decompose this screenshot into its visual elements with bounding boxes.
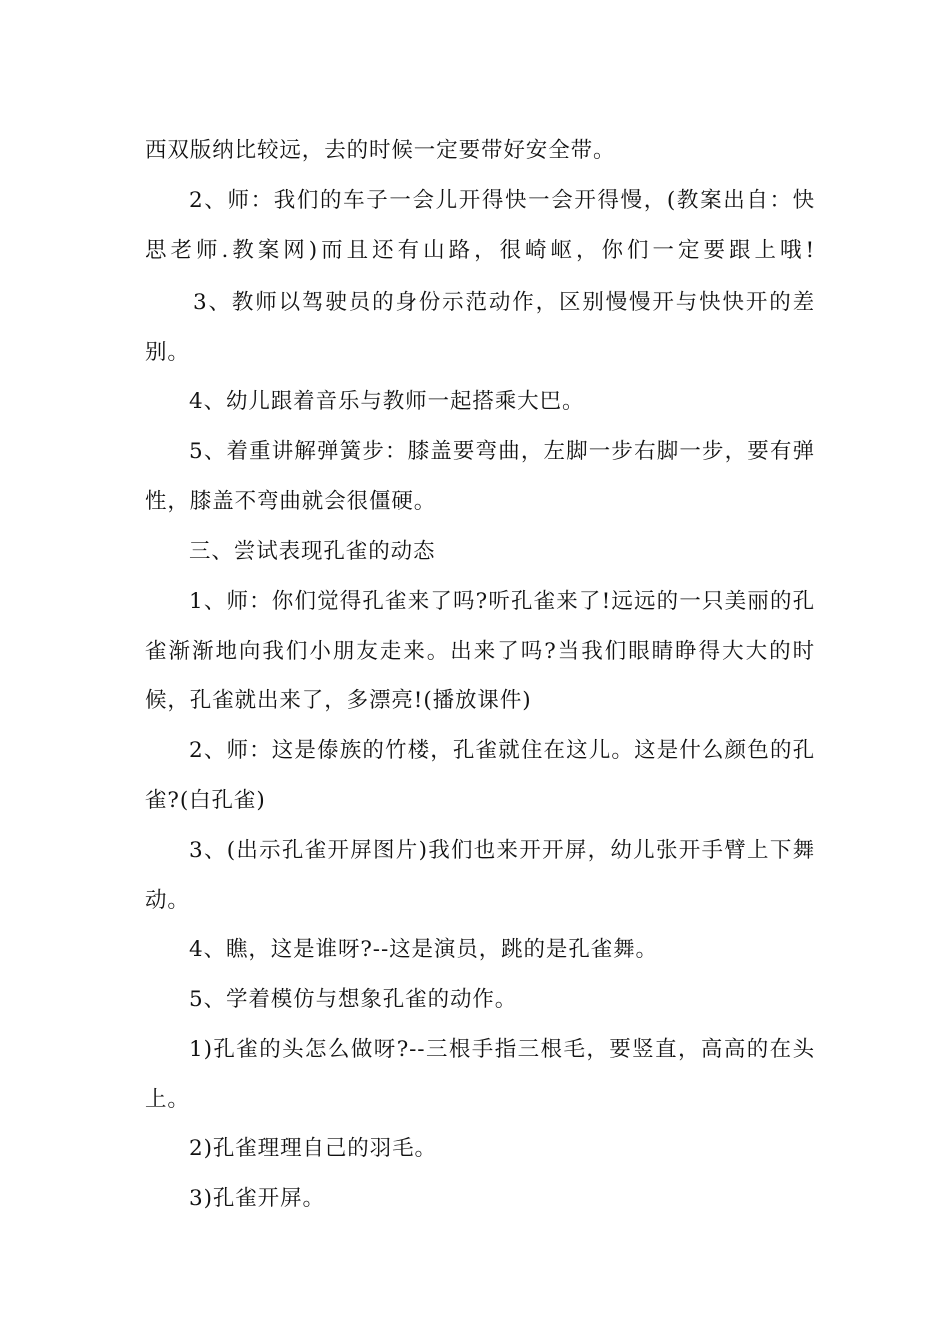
text-line: 2、师：我们的车子一会儿开得快一会开得慢，(教案出自：快 <box>189 188 815 213</box>
text-line: 雀渐渐地向我们小朋友走来。出来了吗?当我们眼睛睁得大大的时 <box>145 639 815 664</box>
text-line: 上。 <box>145 1087 190 1112</box>
text-line: 4、幼儿跟着音乐与教师一起搭乘大巴。 <box>189 389 585 414</box>
text-line: 1)孔雀的头怎么做呀?--三根手指三根毛，要竖直，高高的在头 <box>189 1037 815 1062</box>
text-line: 性，膝盖不弯曲就会很僵硬。 <box>145 489 437 514</box>
text-line: 4、瞧，这是谁呀?--这是演员，跳的是孔雀舞。 <box>189 937 658 962</box>
text-line: 动。 <box>145 888 190 913</box>
text-line: 3、(出示孔雀开屏图片)我们也来开开屏，幼儿张开手臂上下舞 <box>189 838 815 863</box>
text-line: 三、尝试表现孔雀的动态 <box>189 539 436 564</box>
text-line: 雀?(白孔雀) <box>145 788 266 813</box>
text-line: 西双版纳比较远，去的时候一定要带好安全带。 <box>145 138 616 163</box>
text-line: 3)孔雀开屏。 <box>189 1186 325 1211</box>
text-line: 1、师：你们觉得孔雀来了吗?听孔雀来了!远远的一只美丽的孔 <box>189 589 815 614</box>
text-line: 3、教师以驾驶员的身份示范动作，区别慢慢开与快快开的差 <box>193 290 815 315</box>
text-line: 2、师：这是傣族的竹楼，孔雀就住在这儿。这是什么颜色的孔 <box>189 738 815 763</box>
text-line: 别。 <box>145 340 190 365</box>
text-line: 候，孔雀就出来了，多漂亮!(播放课件) <box>145 688 532 713</box>
text-line: 5、着重讲解弹簧步：膝盖要弯曲，左脚一步右脚一步，要有弹 <box>189 439 815 464</box>
text-line: 2)孔雀理理自己的羽毛。 <box>189 1136 437 1161</box>
text-line: 思老师.教案网)而且还有山路，很崎岖，你们一定要跟上哦! <box>145 238 815 263</box>
text-line: 5、学着模仿与想象孔雀的动作。 <box>189 987 518 1012</box>
